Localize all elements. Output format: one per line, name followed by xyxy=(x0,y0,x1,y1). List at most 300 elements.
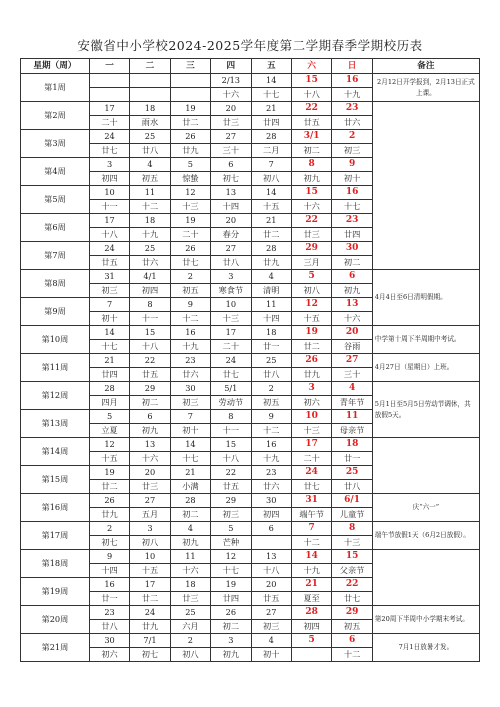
week-label: 第14周 xyxy=(21,438,90,466)
date-cell-mon: 30 xyxy=(89,634,129,648)
date-cell-thu: 19 xyxy=(211,578,251,592)
lunar-cell-sat: 十九 xyxy=(291,564,331,578)
date-cell-thu: 26 xyxy=(211,606,251,620)
lunar-cell-thu: 二十 xyxy=(211,340,251,354)
remark-cell xyxy=(372,102,479,270)
lunar-cell-wed: 小满 xyxy=(170,480,210,494)
lunar-cell-sat: 廿三 xyxy=(291,228,331,242)
lunar-cell-sun: 初二 xyxy=(332,256,372,270)
week-date-row xyxy=(21,550,480,564)
lunar-cell-fri: 十五 xyxy=(251,200,291,214)
week-label: 第18周 xyxy=(21,550,90,578)
date-cell-wed: 12 xyxy=(170,186,210,200)
lunar-cell-thu: 十七 xyxy=(211,564,251,578)
lunar-cell-sun: 初九 xyxy=(332,284,372,298)
date-cell-thu: 15 xyxy=(211,438,251,452)
lunar-cell-fri: 初四 xyxy=(251,508,291,522)
lunar-cell-mon: 十五 xyxy=(89,452,129,466)
lunar-cell-fri xyxy=(251,536,291,550)
date-cell-mon xyxy=(89,74,129,88)
lunar-cell-tue: 初八 xyxy=(130,536,170,550)
date-cell-fri: 4 xyxy=(251,634,291,648)
lunar-cell-thu: 初三 xyxy=(211,508,251,522)
date-cell-fri: 14 xyxy=(251,186,291,200)
date-cell-wed: 11 xyxy=(170,550,210,564)
date-cell-thu: 8 xyxy=(211,410,251,424)
date-cell-tue: 27 xyxy=(130,494,170,508)
lunar-cell-tue: 初五 xyxy=(130,172,170,186)
lunar-cell-mon: 廿二 xyxy=(89,480,129,494)
header-fri: 五 xyxy=(251,59,291,74)
week-date-row xyxy=(21,494,480,508)
date-cell-fri: 6 xyxy=(251,522,291,536)
lunar-cell-wed: 十二 xyxy=(170,312,210,326)
lunar-cell-mon: 四月 xyxy=(89,396,129,410)
header-tue: 二 xyxy=(130,59,170,74)
date-cell-tue: 6 xyxy=(130,410,170,424)
date-cell-tue: 3 xyxy=(130,522,170,536)
lunar-cell-tue xyxy=(130,88,170,102)
lunar-cell-wed: 廿三 xyxy=(170,592,210,606)
date-cell-thu: 27 xyxy=(211,242,251,256)
remark-cell: 中学第十周下半周期中考试。 xyxy=(372,326,479,354)
lunar-cell-fri: 清明 xyxy=(251,284,291,298)
date-cell-sat: 15 xyxy=(291,74,331,88)
date-cell-thu: 5 xyxy=(211,522,251,536)
lunar-cell-wed: 初十 xyxy=(170,424,210,438)
remark-cell: 第20周下半周中小学期末考试。 xyxy=(372,606,479,634)
date-cell-sat: 29 xyxy=(291,242,331,256)
date-cell-thu: 3 xyxy=(211,270,251,284)
date-cell-fri: 2 xyxy=(251,382,291,396)
lunar-cell-tue: 初九 xyxy=(130,424,170,438)
lunar-cell-tue: 十五 xyxy=(130,564,170,578)
date-cell-sat: 12 xyxy=(291,298,331,312)
lunar-cell-thu: 廿三 xyxy=(211,116,251,130)
lunar-cell-wed: 十七 xyxy=(170,452,210,466)
week-date-row xyxy=(21,102,480,116)
date-cell-tue: 4 xyxy=(130,158,170,172)
week-date-row xyxy=(21,522,480,536)
date-cell-sat: 31 xyxy=(291,494,331,508)
date-cell-mon: 28 xyxy=(89,382,129,396)
lunar-cell-wed: 初五 xyxy=(170,284,210,298)
date-cell-tue: 25 xyxy=(130,242,170,256)
date-cell-sun: 6 xyxy=(332,634,372,648)
lunar-cell-sat: 十三 xyxy=(291,424,331,438)
date-cell-thu: 2/13 xyxy=(211,74,251,88)
date-cell-thu: 12 xyxy=(211,550,251,564)
date-cell-tue: 8 xyxy=(130,298,170,312)
date-cell-mon: 7 xyxy=(89,298,129,312)
lunar-cell-sun: 廿四 xyxy=(332,228,372,242)
week-label: 第1周 xyxy=(21,74,90,102)
date-cell-tue: 18 xyxy=(130,214,170,228)
date-cell-sun: 25 xyxy=(332,466,372,480)
lunar-cell-sat: 初二 xyxy=(291,144,331,158)
week-label: 第19周 xyxy=(21,578,90,606)
date-cell-sun: 15 xyxy=(332,550,372,564)
date-cell-fri: 28 xyxy=(251,130,291,144)
week-label: 第7周 xyxy=(21,242,90,270)
lunar-cell-sun: 初五 xyxy=(332,620,372,634)
remark-cell: 庆“六一” xyxy=(372,494,479,522)
lunar-cell-sat: 端午节 xyxy=(291,508,331,522)
date-cell-thu: 10 xyxy=(211,298,251,312)
week-label: 第11周 xyxy=(21,354,90,382)
lunar-cell-sat: 十五 xyxy=(291,312,331,326)
lunar-cell-sat: 初九 xyxy=(291,172,331,186)
lunar-cell-thu: 初七 xyxy=(211,172,251,186)
date-cell-sat: 15 xyxy=(291,186,331,200)
date-cell-tue: 13 xyxy=(130,438,170,452)
date-cell-wed: 23 xyxy=(170,354,210,368)
week-label: 第5周 xyxy=(21,186,90,214)
lunar-cell-fri: 初五 xyxy=(251,396,291,410)
date-cell-sun: 16 xyxy=(332,74,372,88)
lunar-cell-wed: 初二 xyxy=(170,508,210,522)
date-cell-thu: 27 xyxy=(211,130,251,144)
lunar-cell-sun: 三十 xyxy=(332,368,372,382)
date-cell-mon: 2 xyxy=(89,522,129,536)
date-cell-sun: 16 xyxy=(332,186,372,200)
lunar-cell-thu: 廿八 xyxy=(211,256,251,270)
week-date-row xyxy=(21,354,480,368)
lunar-cell-wed: 十三 xyxy=(170,200,210,214)
lunar-cell-mon: 廿七 xyxy=(89,144,129,158)
date-cell-sun: 23 xyxy=(332,214,372,228)
lunar-cell-mon: 初三 xyxy=(89,284,129,298)
date-cell-fri: 21 xyxy=(251,102,291,116)
lunar-cell-tue: 雨水 xyxy=(130,116,170,130)
date-cell-fri: 21 xyxy=(251,214,291,228)
date-cell-tue: 18 xyxy=(130,102,170,116)
lunar-cell-wed: 初九 xyxy=(170,536,210,550)
lunar-cell-sun: 谷雨 xyxy=(332,340,372,354)
week-date-row xyxy=(21,606,480,620)
header-wed: 三 xyxy=(170,59,210,74)
lunar-cell-mon: 十七 xyxy=(89,340,129,354)
lunar-cell-wed: 初三 xyxy=(170,396,210,410)
week-label: 第4周 xyxy=(21,158,90,186)
date-cell-fri: 13 xyxy=(251,550,291,564)
date-cell-sat: 3 xyxy=(291,382,331,396)
lunar-cell-sun: 廿七 xyxy=(332,592,372,606)
week-date-row xyxy=(21,74,480,88)
date-cell-tue: 11 xyxy=(130,186,170,200)
lunar-cell-sat: 廿二 xyxy=(291,340,331,354)
week-label: 第2周 xyxy=(21,102,90,130)
date-cell-tue: 15 xyxy=(130,326,170,340)
date-cell-sun: 6/1 xyxy=(332,494,372,508)
date-cell-wed: 26 xyxy=(170,242,210,256)
lunar-cell-mon: 廿五 xyxy=(89,256,129,270)
week-label: 第10周 xyxy=(21,326,90,354)
date-cell-thu: 29 xyxy=(211,494,251,508)
lunar-cell-wed: 廿二 xyxy=(170,116,210,130)
date-cell-sun: 27 xyxy=(332,354,372,368)
date-cell-mon: 16 xyxy=(89,578,129,592)
lunar-cell-sat xyxy=(291,648,331,662)
date-cell-sun: 29 xyxy=(332,606,372,620)
lunar-cell-sun: 十七 xyxy=(332,200,372,214)
date-cell-thu: 6 xyxy=(211,158,251,172)
remark-cell: 端午节放假1天（6月2日放假）。 xyxy=(372,522,479,550)
lunar-cell-fri: 初十 xyxy=(251,648,291,662)
lunar-cell-mon: 初六 xyxy=(89,648,129,662)
remark-cell: 5月1日至5月5日劳动节调休，共放假5天。 xyxy=(372,382,479,438)
date-cell-sun: 11 xyxy=(332,410,372,424)
lunar-cell-mon: 十四 xyxy=(89,564,129,578)
lunar-cell-sun: 父亲节 xyxy=(332,564,372,578)
week-label: 第21周 xyxy=(21,634,90,662)
date-cell-wed: 9 xyxy=(170,298,210,312)
week-label: 第15周 xyxy=(21,466,90,494)
lunar-cell-mon: 廿四 xyxy=(89,368,129,382)
date-cell-fri: 27 xyxy=(251,606,291,620)
lunar-cell-mon: 廿九 xyxy=(89,508,129,522)
lunar-cell-sat: 廿五 xyxy=(291,116,331,130)
week-label: 第3周 xyxy=(21,130,90,158)
date-cell-sun: 8 xyxy=(332,522,372,536)
week-label: 第20周 xyxy=(21,606,90,634)
remark-cell: 7月1日放暑才发。 xyxy=(372,634,479,662)
date-cell-wed: 5 xyxy=(170,158,210,172)
date-cell-sun: 2 xyxy=(332,130,372,144)
calendar-body xyxy=(21,74,480,662)
date-cell-tue: 20 xyxy=(130,466,170,480)
lunar-cell-sun: 廿八 xyxy=(332,480,372,494)
week-label: 第16周 xyxy=(21,494,90,522)
lunar-cell-sun: 初十 xyxy=(332,172,372,186)
date-cell-sat: 7 xyxy=(291,522,331,536)
date-cell-sat: 3/1 xyxy=(291,130,331,144)
date-cell-thu: 20 xyxy=(211,214,251,228)
date-cell-mon: 9 xyxy=(89,550,129,564)
date-cell-fri: 16 xyxy=(251,438,291,452)
lunar-cell-sat: 初八 xyxy=(291,284,331,298)
lunar-cell-wed: 廿九 xyxy=(170,144,210,158)
lunar-cell-sat: 夏至 xyxy=(291,592,331,606)
lunar-cell-tue: 十一 xyxy=(130,312,170,326)
week-date-row xyxy=(21,438,480,452)
lunar-cell-sat: 初四 xyxy=(291,620,331,634)
date-cell-tue xyxy=(130,74,170,88)
lunar-cell-thu: 三十 xyxy=(211,144,251,158)
lunar-cell-sun: 儿童节 xyxy=(332,508,372,522)
lunar-cell-thu: 十四 xyxy=(211,200,251,214)
lunar-cell-sat: 十六 xyxy=(291,200,331,214)
week-label: 第6周 xyxy=(21,214,90,242)
date-cell-sat: 28 xyxy=(291,606,331,620)
lunar-cell-wed: 初八 xyxy=(170,648,210,662)
date-cell-mon: 23 xyxy=(89,606,129,620)
lunar-cell-tue: 初四 xyxy=(130,284,170,298)
lunar-cell-fri: 十九 xyxy=(251,452,291,466)
lunar-cell-sat: 十八 xyxy=(291,88,331,102)
lunar-cell-mon: 二十 xyxy=(89,116,129,130)
lunar-cell-wed xyxy=(170,88,210,102)
lunar-cell-fri: 廿二 xyxy=(251,228,291,242)
lunar-cell-fri: 二月 xyxy=(251,144,291,158)
lunar-cell-tue: 十八 xyxy=(130,340,170,354)
date-cell-wed: 30 xyxy=(170,382,210,396)
date-cell-sun: 18 xyxy=(332,438,372,452)
lunar-cell-fri: 廿五 xyxy=(251,592,291,606)
lunar-cell-thu: 十六 xyxy=(211,88,251,102)
lunar-cell-thu: 十三 xyxy=(211,312,251,326)
date-cell-sun: 20 xyxy=(332,326,372,340)
lunar-cell-thu: 廿五 xyxy=(211,480,251,494)
lunar-cell-sat: 二十 xyxy=(291,452,331,466)
lunar-cell-fri: 廿八 xyxy=(251,368,291,382)
header-mon: 一 xyxy=(89,59,129,74)
lunar-cell-fri: 十二 xyxy=(251,424,291,438)
date-cell-wed: 19 xyxy=(170,102,210,116)
date-cell-wed: 14 xyxy=(170,438,210,452)
lunar-cell-fri: 廿一 xyxy=(251,340,291,354)
date-cell-tue: 17 xyxy=(130,578,170,592)
week-label: 第12周 xyxy=(21,382,90,410)
week-date-row xyxy=(21,270,480,284)
date-cell-sat: 14 xyxy=(291,550,331,564)
date-cell-sun: 4 xyxy=(332,382,372,396)
lunar-cell-thu: 廿七 xyxy=(211,368,251,382)
lunar-cell-thu: 寒食节 xyxy=(211,284,251,298)
lunar-cell-tue: 廿二 xyxy=(130,592,170,606)
date-cell-wed xyxy=(170,74,210,88)
date-cell-sun: 23 xyxy=(332,102,372,116)
lunar-cell-mon xyxy=(89,88,129,102)
lunar-cell-sat: 三月 xyxy=(291,256,331,270)
date-cell-wed: 2 xyxy=(170,634,210,648)
date-cell-wed: 2 xyxy=(170,270,210,284)
lunar-cell-mon: 初七 xyxy=(89,536,129,550)
school-calendar-table xyxy=(20,58,480,662)
lunar-cell-sun: 廿一 xyxy=(332,452,372,466)
date-cell-sat: 22 xyxy=(291,102,331,116)
lunar-cell-tue: 廿九 xyxy=(130,620,170,634)
date-cell-sat: 8 xyxy=(291,158,331,172)
header-row xyxy=(21,59,480,74)
date-cell-sat: 5 xyxy=(291,634,331,648)
lunar-cell-wed: 廿七 xyxy=(170,256,210,270)
date-cell-wed: 18 xyxy=(170,578,210,592)
week-date-row xyxy=(21,634,480,648)
lunar-cell-mon: 廿八 xyxy=(89,620,129,634)
date-cell-wed: 4 xyxy=(170,522,210,536)
lunar-cell-mon: 十八 xyxy=(89,228,129,242)
header-thu: 四 xyxy=(211,59,251,74)
lunar-cell-tue: 十六 xyxy=(130,452,170,466)
date-cell-tue: 29 xyxy=(130,382,170,396)
date-cell-tue: 25 xyxy=(130,130,170,144)
lunar-cell-wed: 十九 xyxy=(170,340,210,354)
lunar-cell-tue: 五月 xyxy=(130,508,170,522)
date-cell-tue: 22 xyxy=(130,354,170,368)
lunar-cell-tue: 十二 xyxy=(130,200,170,214)
date-cell-thu: 20 xyxy=(211,102,251,116)
lunar-cell-sun: 十二 xyxy=(332,648,372,662)
lunar-cell-mon: 初四 xyxy=(89,172,129,186)
lunar-cell-sun: 初三 xyxy=(332,144,372,158)
date-cell-sat: 21 xyxy=(291,578,331,592)
date-cell-tue: 7/1 xyxy=(130,634,170,648)
date-cell-thu: 5/1 xyxy=(211,382,251,396)
date-cell-mon: 5 xyxy=(89,410,129,424)
date-cell-wed: 25 xyxy=(170,606,210,620)
date-cell-fri: 4 xyxy=(251,270,291,284)
lunar-cell-sat: 廿九 xyxy=(291,368,331,382)
lunar-cell-tue: 初七 xyxy=(130,648,170,662)
date-cell-tue: 10 xyxy=(130,550,170,564)
date-cell-fri: 14 xyxy=(251,74,291,88)
lunar-cell-tue: 廿三 xyxy=(130,480,170,494)
lunar-cell-sun: 青年节 xyxy=(332,396,372,410)
lunar-cell-fri: 十四 xyxy=(251,312,291,326)
date-cell-thu: 13 xyxy=(211,186,251,200)
lunar-cell-wed: 二十 xyxy=(170,228,210,242)
date-cell-fri: 20 xyxy=(251,578,291,592)
date-cell-mon: 17 xyxy=(89,214,129,228)
date-cell-fri: 11 xyxy=(251,298,291,312)
date-cell-sat: 19 xyxy=(291,326,331,340)
date-cell-sun: 13 xyxy=(332,298,372,312)
remark-cell xyxy=(372,438,479,494)
lunar-cell-fri: 十七 xyxy=(251,88,291,102)
date-cell-sat: 5 xyxy=(291,270,331,284)
date-cell-sat: 26 xyxy=(291,354,331,368)
remark-cell xyxy=(372,550,479,606)
date-cell-mon: 24 xyxy=(89,130,129,144)
header-week: 星期（周） xyxy=(21,59,90,74)
lunar-cell-mon: 廿一 xyxy=(89,592,129,606)
date-cell-mon: 14 xyxy=(89,326,129,340)
lunar-cell-mon: 初十 xyxy=(89,312,129,326)
date-cell-fri: 7 xyxy=(251,158,291,172)
lunar-cell-tue: 初二 xyxy=(130,396,170,410)
lunar-cell-sun: 十三 xyxy=(332,536,372,550)
lunar-cell-thu: 芒种 xyxy=(211,536,251,550)
lunar-cell-thu: 初九 xyxy=(211,648,251,662)
date-cell-fri: 18 xyxy=(251,326,291,340)
lunar-cell-fri: 十八 xyxy=(251,564,291,578)
date-cell-mon: 17 xyxy=(89,102,129,116)
lunar-cell-tue: 廿八 xyxy=(130,144,170,158)
lunar-cell-tue: 廿五 xyxy=(130,368,170,382)
week-date-row xyxy=(21,382,480,396)
header-sat: 六 xyxy=(291,59,331,74)
date-cell-tue: 24 xyxy=(130,606,170,620)
lunar-cell-wed: 六月 xyxy=(170,620,210,634)
date-cell-sun: 30 xyxy=(332,242,372,256)
remark-cell: 4月4日至6日清明假期。 xyxy=(372,270,479,326)
date-cell-wed: 16 xyxy=(170,326,210,340)
lunar-cell-thu: 廿四 xyxy=(211,592,251,606)
date-cell-sat: 10 xyxy=(291,410,331,424)
lunar-cell-tue: 十九 xyxy=(130,228,170,242)
date-cell-mon: 21 xyxy=(89,354,129,368)
date-cell-sun: 22 xyxy=(332,578,372,592)
date-cell-mon: 10 xyxy=(89,186,129,200)
remark-cell: 4月27日（星期日）上班。 xyxy=(372,354,479,382)
lunar-cell-sun: 廿六 xyxy=(332,116,372,130)
date-cell-thu: 24 xyxy=(211,354,251,368)
lunar-cell-fri: 初八 xyxy=(251,172,291,186)
page-title: 安徽省中小学校2024-2025学年度第二学期春季学期校历表 xyxy=(77,38,423,53)
lunar-cell-sun: 母亲节 xyxy=(332,424,372,438)
date-cell-fri: 9 xyxy=(251,410,291,424)
